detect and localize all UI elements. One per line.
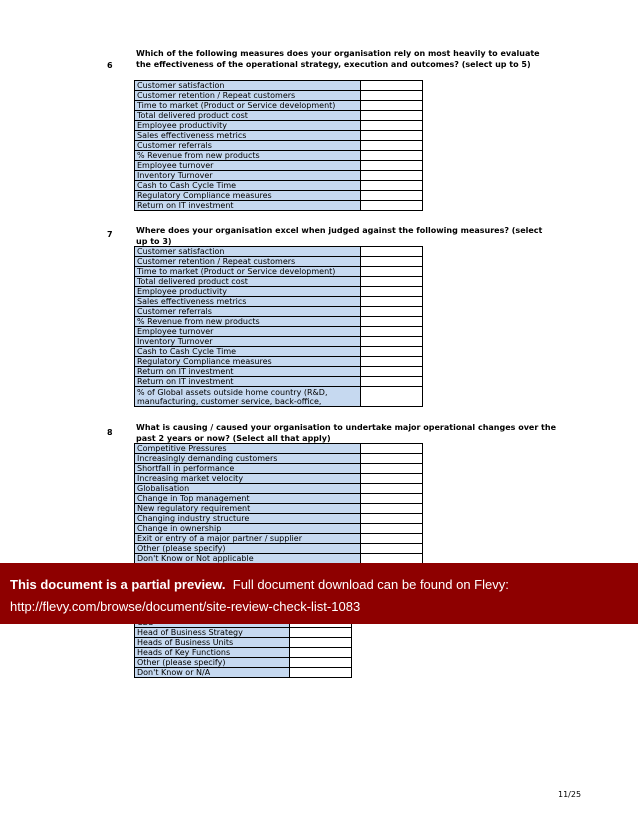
table-row [135,638,352,648]
page-number: 11/25 [558,790,582,799]
question-6-number: 6 [107,61,113,70]
table-row [135,474,423,484]
question-8-options-table [134,443,423,564]
option-label: Inventory Turnover [135,171,361,181]
answer-cell[interactable] [361,357,423,367]
table-row [135,658,352,668]
question-7-text: Where does your organisation excel when judged against the following measures? (select up to 3) [136,226,543,246]
table-row [135,504,423,514]
option-label: % of Global assets outside home country (R&D, manufacturing, customer service, back-office, [135,387,361,407]
option-label: Return on IT investment [135,377,361,387]
answer-cell[interactable] [361,524,423,534]
table-row [135,524,423,534]
option-label: Don't Know or N/A [135,668,290,678]
table-row [135,648,352,658]
answer-cell[interactable] [361,91,423,101]
answer-cell[interactable] [361,347,423,357]
table-row [135,357,423,367]
table-row [135,347,423,357]
answer-cell[interactable] [361,504,423,514]
table-row [135,444,423,454]
answer-cell[interactable] [361,307,423,317]
option-label: Head of Business Strategy [135,628,290,638]
option-label: Regulatory Compliance measures [135,191,361,201]
answer-cell[interactable] [361,131,423,141]
answer-cell[interactable] [361,554,423,564]
table-row [135,464,423,474]
answer-cell[interactable] [361,151,423,161]
answer-cell[interactable] [290,648,352,658]
question-7-options-table [134,246,423,407]
table-row [135,151,423,161]
option-label: Customer satisfaction [135,247,361,257]
table-row [135,297,423,307]
answer-cell[interactable] [361,257,423,267]
answer-cell[interactable] [361,377,423,387]
answer-cell[interactable] [361,484,423,494]
option-label: Employee turnover [135,161,361,171]
table-row [135,454,423,464]
option-label: Employee productivity [135,121,361,131]
answer-cell[interactable] [361,161,423,171]
question-6-options-table [134,80,423,211]
table-row [135,337,423,347]
answer-cell[interactable] [361,81,423,91]
answer-cell[interactable] [361,327,423,337]
option-label: Return on IT investment [135,201,361,211]
answer-cell[interactable] [361,474,423,484]
table-row [135,327,423,337]
option-label: Heads of Key Functions [135,648,290,658]
question-7-number: 7 [107,230,113,239]
answer-cell[interactable] [361,111,423,121]
option-label: Customer referrals [135,307,361,317]
option-label: Don't Know or Not applicable [135,554,361,564]
table-row [135,307,423,317]
answer-cell[interactable] [361,191,423,201]
table-row [135,121,423,131]
table-row [135,377,423,387]
table-row [135,387,423,407]
table-row [135,247,423,257]
table-row [135,111,423,121]
option-label: Heads of Business Units [135,638,290,648]
option-label: Competitive Pressures [135,444,361,454]
option-label: Other (please specify) [135,658,290,668]
answer-cell[interactable] [361,267,423,277]
table-row [135,484,423,494]
answer-cell[interactable] [361,181,423,191]
table-row [135,191,423,201]
answer-cell[interactable] [361,277,423,287]
table-row [135,287,423,297]
answer-cell[interactable] [361,444,423,454]
option-label: New regulatory requirement [135,504,361,514]
table-row [135,514,423,524]
answer-cell[interactable] [290,668,352,678]
question-8-number: 8 [107,428,113,437]
option-label: Time to market (Product or Service development) [135,101,361,111]
table-row [135,91,423,101]
preview-banner [0,563,638,624]
option-label: Sales effectiveness metrics [135,131,361,141]
table-row [135,81,423,91]
banner-message [10,577,509,592]
option-label: Time to market (Product or Service development) [135,267,361,277]
answer-cell[interactable] [361,337,423,347]
answer-cell[interactable] [361,494,423,504]
option-label: Inventory Turnover [135,337,361,347]
option-label: Regulatory Compliance measures [135,357,361,367]
answer-cell[interactable] [290,638,352,648]
option-label: Globalisation [135,484,361,494]
banner-bold-text: This document is a partial preview. [10,577,226,592]
option-label: Increasingly demanding customers [135,454,361,464]
option-label: % Revenue from new products [135,151,361,161]
table-row [135,277,423,287]
table-row [135,554,423,564]
table-row [135,131,423,141]
question-9-options-table [134,617,352,678]
table-row [135,101,423,111]
answer-cell[interactable] [361,454,423,464]
table-row [135,544,423,554]
option-label: Shortfall in performance [135,464,361,474]
table-row [135,534,423,544]
option-label: Change in ownership [135,524,361,534]
option-label: Customer retention / Repeat customers [135,91,361,101]
table-row [135,201,423,211]
table-row [135,494,423,504]
answer-cell[interactable] [361,287,423,297]
option-label: Total delivered product cost [135,111,361,121]
option-label: Customer referrals [135,141,361,151]
option-label: Total delivered product cost [135,277,361,287]
banner-link[interactable]: http://flevy.com/browse/document/site-review-check-list-1083 [10,599,361,614]
option-label: Exit or entry of a major partner / supplier [135,534,361,544]
table-row [135,668,352,678]
option-label: Changing industry structure [135,514,361,524]
table-row [135,267,423,277]
option-label: Cash to Cash Cycle Time [135,347,361,357]
answer-cell[interactable] [361,121,423,131]
answer-cell[interactable] [361,367,423,377]
option-label: Other (please specify) [135,544,361,554]
answer-cell[interactable] [361,544,423,554]
option-label: Employee productivity [135,287,361,297]
option-label: Sales effectiveness metrics [135,297,361,307]
option-label: Return on IT investment [135,367,361,377]
question-8-text: What is causing / caused your organisation to undertake major operational changes over the past 2 years or now? (Select all that apply) [136,423,557,443]
table-row [135,171,423,181]
option-label: Employee turnover [135,327,361,337]
answer-cell[interactable] [361,534,423,544]
table-row [135,628,352,638]
option-label: Customer retention / Repeat customers [135,257,361,267]
table-row [135,317,423,327]
banner-text: Full document download can be found on Flevy: [232,577,509,592]
answer-cell[interactable] [361,464,423,474]
answer-cell[interactable] [290,658,352,668]
question-6-text: Which of the following measures does your organisation rely on most heavily to evaluate the effectiveness of the operational strategy, execution and outcomes? (select up to 5) [136,49,540,69]
answer-cell[interactable] [361,297,423,307]
answer-cell[interactable] [361,141,423,151]
option-label: Increasing market velocity [135,474,361,484]
option-label: % Revenue from new products [135,317,361,327]
answer-cell[interactable] [290,628,352,638]
table-row [135,161,423,171]
table-row [135,257,423,267]
answer-cell[interactable] [361,101,423,111]
table-row [135,181,423,191]
table-row [135,367,423,377]
table-row [135,141,423,151]
option-label: Cash to Cash Cycle Time [135,181,361,191]
answer-cell[interactable] [361,171,423,181]
option-label: Customer satisfaction [135,81,361,91]
answer-cell[interactable] [361,201,423,211]
answer-cell[interactable] [361,317,423,327]
answer-cell[interactable] [361,514,423,524]
option-label: Change in Top management [135,494,361,504]
answer-cell[interactable] [361,387,423,407]
answer-cell[interactable] [361,247,423,257]
